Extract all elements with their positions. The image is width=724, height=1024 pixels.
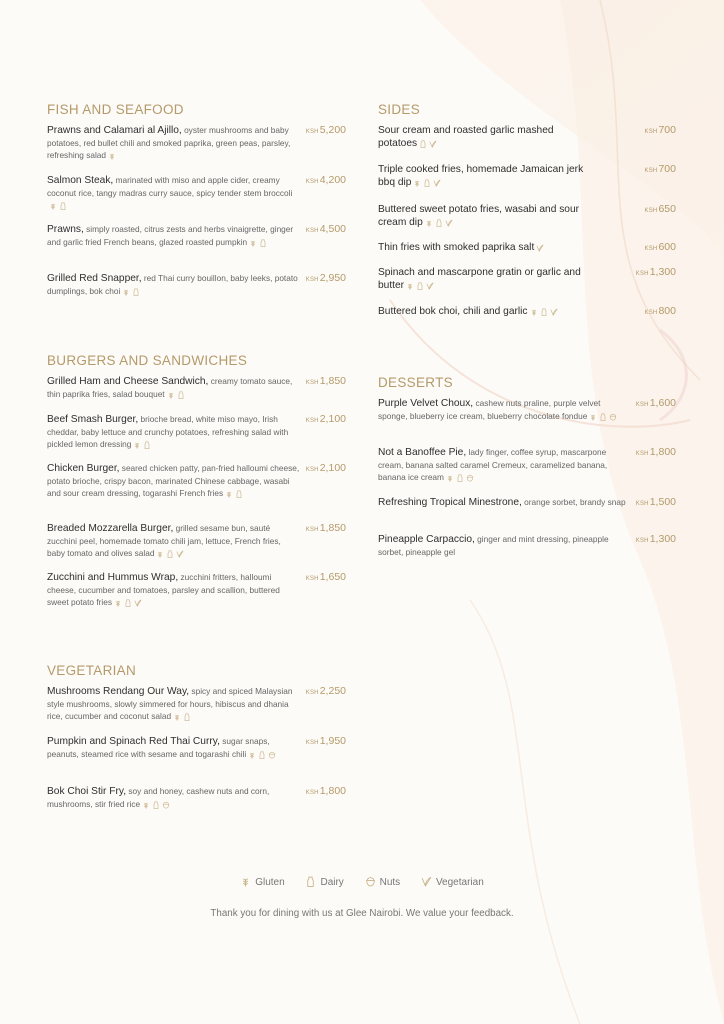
menu-item [378,241,618,254]
item-price [306,785,346,797]
item-name: Chicken Burger, [47,463,120,474]
item-name: Grilled Ham and Cheese Sandwich, [47,376,209,387]
currency-label: KSH [635,501,649,507]
item-price [636,446,676,458]
item-price [306,462,346,474]
item-description: ginger and mint dressing, pineapple sorbet, pineapple gel [378,534,609,557]
currency-label: KSH [305,467,319,473]
nuts-icon [365,876,376,887]
vegetarian-icon [433,179,441,187]
section-title-burgers: BURGERS AND SANDWICHES [47,353,248,368]
item-description: oyster mushrooms and baby potatoes, red bullet chili and smoked paprika, green peas, parsley, refreshing salad [47,125,291,160]
item-name: Grilled Red Snapper, [47,273,142,284]
item-name: Triple cooked fries, homemade Jamaican jerk bbq dip [378,164,584,188]
item-name: Purple Velvet Choux, [378,398,474,409]
price-value: 1,800 [319,785,346,797]
menu-item [47,571,301,608]
dairy-icon [540,308,548,316]
gluten-icon [173,713,181,721]
dairy-icon [166,550,174,558]
gluten-icon [425,219,433,227]
item-description: sugar snaps, peanuts, steamed rice with sesame and togarashi chili [47,736,270,759]
item-price [306,223,346,235]
section-title-fish: FISH AND SEAFOOD [47,102,184,117]
price-value: 1,500 [649,496,676,508]
dairy-icon [456,474,464,482]
currency-label: KSH [635,451,649,457]
item-description: simply roasted, citrus zests and herbs vinaigrette, ginger and garlic fried French beans, glazed roasted pumpkin [47,224,294,247]
item-price [645,124,676,136]
item-price [306,571,346,583]
price-value: 1,650 [319,571,346,583]
item-description: grilled sesame bun, sauté zucchini peel, homemade tomato chili jam, lettuce, French fries, baby tomato and olives salad [47,523,281,558]
gluten-icon [167,391,175,399]
currency-label: KSH [635,271,649,277]
item-name: Sour cream and roasted garlic mashed potatoes [378,125,554,149]
gluten-icon [530,308,538,316]
gluten-icon [114,599,122,607]
menu-item [47,785,301,810]
item-price [306,375,346,387]
nuts-icon [162,801,170,809]
price-value: 1,300 [649,266,676,278]
legend-nuts [365,876,401,888]
menu-item [378,533,628,558]
currency-label: KSH [305,380,319,386]
menu-item [47,685,301,722]
dairy-icon [177,391,185,399]
price-value: 600 [658,241,676,253]
allergen-legend [0,876,724,888]
dairy-icon [259,239,267,247]
item-name: Refreshing Tropical Minestrone, [378,497,522,508]
item-name: Buttered sweet potato fries, wasabi and sour cream dip [378,204,580,228]
menu-item [378,446,618,483]
item-description: spicy and spiced Malaysian style mushrooms, slowly simmered for hours, hibiscus and dhania rice, cucumber and coconut salad [47,686,293,721]
price-value: 2,250 [319,685,346,697]
item-description: lady finger, coffee syrup, mascarpone cream, banana salted caramel Cremeux, caramelized banana, banana ice cream [378,447,608,482]
legend-nuts-label: Nuts [379,877,401,888]
price-value: 2,100 [319,462,346,474]
gluten-icon [225,490,233,498]
menu-item [47,174,301,211]
menu-item [47,522,301,559]
vegetarian-icon [429,140,437,148]
item-description: zucchini fritters, halloumi cheese, cucumber and tomatoes, parsley and scallion, buttered sweet potato fries [47,572,280,607]
currency-label: KSH [305,576,319,582]
dairy-icon [435,219,443,227]
gluten-icon [142,801,150,809]
menu-item [47,735,279,760]
item-price [306,685,346,697]
vegetarian-icon [536,244,544,252]
price-value: 1,800 [649,446,676,458]
vegetarian-icon [176,550,184,558]
item-description: soy and honey, cashew nuts and corn, mushrooms, stir fried rice [47,786,270,809]
item-name: Mushrooms Rendang Our Way, [47,686,190,697]
currency-label: KSH [644,129,658,135]
price-value: 2,950 [319,272,346,284]
price-value: 650 [658,203,676,215]
gluten-icon [49,202,57,210]
vegetarian-icon [421,876,432,887]
menu-item [47,462,301,499]
menu-item [47,272,301,297]
dairy-icon [258,751,266,759]
dairy-icon [599,413,607,421]
menu-item [378,124,558,150]
price-value: 1,950 [319,735,346,747]
currency-label: KSH [644,310,658,316]
item-name: Zucchini and Hummus Wrap, [47,572,179,583]
currency-label: KSH [644,168,658,174]
item-description: brioche bread, white miso mayo, Irish cheddar, baby lettuce and crunchy potatoes, refreshing salad with pickled lemon dressing [47,414,289,449]
legend-dairy-label: Dairy [320,877,344,888]
currency-label: KSH [305,790,319,796]
legend-vegetarian [421,876,484,888]
item-price [306,174,346,186]
item-name: Thin fries with smoked paprika salt [378,242,535,253]
currency-label: KSH [305,228,319,234]
price-value: 700 [658,163,676,175]
currency-label: KSH [635,402,649,408]
dairy-icon [183,713,191,721]
menu-item [378,496,628,509]
vegetarian-icon [134,599,142,607]
currency-label: KSH [635,538,649,544]
dairy-icon [305,876,316,887]
vegetarian-icon [550,308,558,316]
vegetarian-icon [445,219,453,227]
item-name: Prawns and Calamari al Ajillo, [47,125,182,136]
item-price [636,266,676,278]
legend-dairy [305,876,343,888]
item-name: Breaded Mozzarella Burger, [47,523,174,534]
item-price [645,305,676,317]
menu-item [47,124,301,161]
price-value: 1,300 [649,533,676,545]
gluten-icon [249,239,257,247]
price-value: 800 [658,305,676,317]
item-price [306,522,346,534]
item-name: Pineapple Carpaccio, [378,534,475,545]
price-value: 4,500 [319,223,346,235]
footer-thanks: Thank you for dining with us at Glee Nairobi. We value your feedback. [210,908,514,919]
nuts-icon [466,474,474,482]
legend-gluten [240,876,284,888]
item-name: Not a Banoffee Pie, [378,447,467,458]
item-name: Pumpkin and Spinach Red Thai Curry, [47,736,220,747]
currency-label: KSH [644,246,658,252]
dairy-icon [416,282,424,290]
legend-gluten-label: Gluten [255,877,285,888]
menu-item [47,375,301,400]
item-price [306,413,346,425]
dairy-icon [419,140,427,148]
item-name: Salmon Steak, [47,175,114,186]
item-description: creamy tomato sauce, thin paprika fries, salad bouquet [47,376,293,399]
legend-vegetarian-label: Vegetarian [435,877,484,888]
currency-label: KSH [305,690,319,696]
item-description: orange sorbet, brandy snap [521,497,626,507]
gluten-icon [240,876,251,887]
currency-label: KSH [305,277,319,283]
menu-item [47,223,301,248]
item-price [636,496,676,508]
gluten-icon [133,441,141,449]
nuts-icon [609,413,617,421]
gluten-icon [248,751,256,759]
currency-label: KSH [644,208,658,214]
menu-item [378,397,630,422]
dairy-icon [423,179,431,187]
item-price [306,272,346,284]
section-title-vegetarian: VEGETARIAN [47,663,137,678]
currency-label: KSH [305,179,319,185]
menu-item [378,266,593,292]
item-price [645,163,676,175]
price-value: 1,850 [319,375,346,387]
gluten-icon [589,413,597,421]
dairy-icon [124,599,132,607]
menu-item [378,305,618,318]
gluten-icon [446,474,454,482]
item-price [645,241,676,253]
price-value: 1,850 [319,522,346,534]
item-price [636,533,676,545]
price-value: 700 [658,124,676,136]
nuts-icon [268,751,276,759]
vegetarian-icon [426,282,434,290]
dairy-icon [152,801,160,809]
item-price [306,735,346,747]
item-description: seared chicken patty, pan-fried halloumi cheese, potato brioche, crispy bacon, marinated Chinese cabbage, wasabi and sour cream dressing, togarashi French fries [47,463,300,498]
item-price [636,397,676,409]
dairy-icon [132,288,140,296]
dairy-icon [143,441,151,449]
currency-label: KSH [305,527,319,533]
item-price [645,203,676,215]
item-name: Spinach and mascarpone gratin or garlic and butter [378,267,581,291]
price-value: 1,600 [649,397,676,409]
item-name: Bok Choi Stir Fry, [47,786,127,797]
gluten-icon [108,152,116,160]
item-description: marinated with miso and apple cider, creamy coconut rice, tangy madras curry sauce, spicy tender stem broccoli [47,175,293,198]
currency-label: KSH [305,740,319,746]
price-value: 4,200 [319,174,346,186]
item-price [306,124,346,136]
menu-item [378,203,588,229]
section-title-sides: SIDES [378,102,421,117]
item-name: Buttered bok choi, chili and garlic [378,306,528,317]
currency-label: KSH [305,418,319,424]
item-description: red Thai curry bouillon, baby leeks, potato dumplings, bok choi [47,273,298,296]
dairy-icon [59,202,67,210]
dairy-icon [235,490,243,498]
item-name: Beef Smash Burger, [47,414,139,425]
menu-item [378,163,598,189]
gluten-icon [413,179,421,187]
section-title-desserts: DESSERTS [378,375,453,390]
menu-item [47,413,301,450]
gluten-icon [406,282,414,290]
price-value: 5,200 [319,124,346,136]
currency-label: KSH [305,129,319,135]
gluten-icon [122,288,130,296]
item-description: cashew nuts praline, purple velvet sponge, blueberry ice cream, blueberry chocolate fondue [378,398,601,421]
item-name: Prawns, [47,224,84,235]
price-value: 2,100 [319,413,346,425]
gluten-icon [156,550,164,558]
